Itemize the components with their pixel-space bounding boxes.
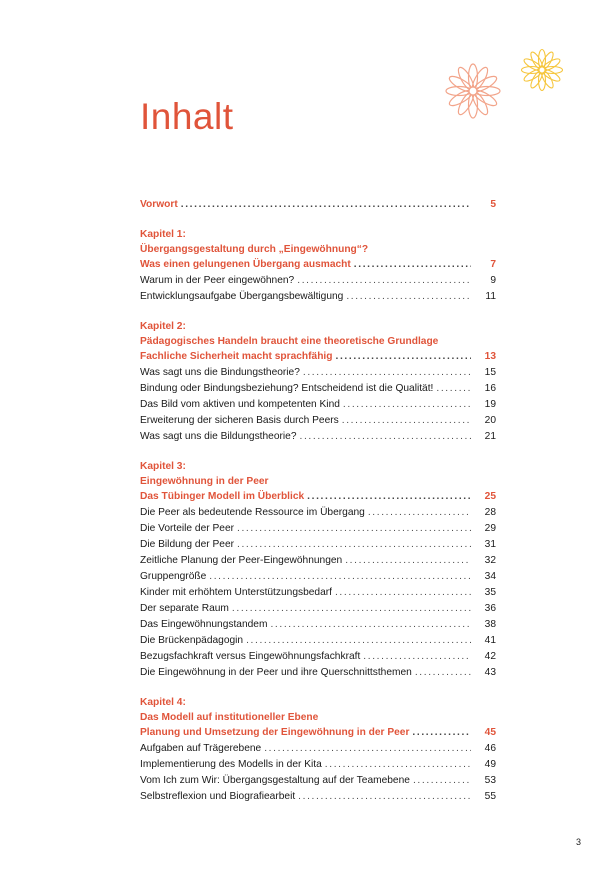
toc-entry-page: 28 [484, 507, 496, 518]
toc-entry-page: 53 [484, 775, 496, 786]
toc-entry-title: Die Vorteile der Peer [140, 523, 234, 534]
toc-entry-page: 21 [484, 431, 496, 442]
toc-entry[interactable] [140, 725, 496, 741]
toc-entry-page: 45 [484, 727, 496, 738]
toc-entry-page: 32 [484, 555, 496, 566]
page-title: Inhalt [140, 96, 234, 137]
toc-entry[interactable] [140, 757, 496, 773]
toc-entry-title: Aufgaben auf Trägerebene [140, 743, 262, 754]
toc-entry[interactable] [140, 289, 496, 305]
toc-entry-title: Warum in der Peer eingewöhnen? [140, 275, 295, 286]
toc-entry-title: Vorwort [140, 199, 178, 210]
toc-entry-page: 34 [484, 571, 496, 582]
toc-entry-title: Erweiterung der sicheren Basis durch Peers [140, 415, 339, 426]
toc-entry-title: Selbstreflexion und Biografiearbeit [140, 791, 296, 802]
toc-entry-title: Planung und Umsetzung der Eingewöhnung in der Peer [140, 727, 410, 738]
toc-entry-page: 19 [484, 399, 496, 410]
flower-yellow-icon [520, 48, 564, 92]
toc-entry-page: 43 [484, 667, 496, 678]
toc-entry-title: Der separate Raum [140, 603, 229, 614]
toc-entry-title: Die Bildung der Peer [140, 539, 235, 550]
toc-entry-title: Das Tübinger Modell im Überblick [140, 491, 305, 502]
toc-entry[interactable] [140, 257, 496, 273]
toc-entry-page: 49 [484, 759, 496, 770]
toc-entry[interactable] [140, 789, 496, 805]
toc-entry[interactable] [140, 537, 496, 553]
toc-entry-title: Bezugsfachkraft versus Eingewöhnungsfachkraft [140, 651, 361, 662]
toc-entry-page: 20 [484, 415, 496, 426]
toc-entry[interactable] [140, 381, 496, 397]
toc-entry-page: 15 [484, 367, 496, 378]
toc-entry[interactable] [140, 633, 496, 649]
chapter-3-label: Kapitel 3: [140, 461, 186, 472]
toc-entry[interactable] [140, 413, 496, 429]
toc-entry[interactable] [140, 585, 496, 601]
table-of-contents [140, 197, 496, 805]
toc-entry[interactable] [140, 505, 496, 521]
toc-entry[interactable] [140, 553, 496, 569]
toc-entry[interactable] [140, 617, 496, 633]
toc-entry-page: 41 [484, 635, 496, 646]
toc-entry[interactable] [140, 397, 496, 413]
chapter-3-title[interactable]: Eingewöhnung in der Peer [140, 476, 269, 487]
toc-entry-title: Gruppengröße [140, 571, 207, 582]
toc-entry[interactable] [140, 665, 496, 681]
toc-entry[interactable] [140, 601, 496, 617]
toc-entry-title: Kinder mit erhöhtem Unterstützungsbedarf [140, 587, 332, 598]
toc-entry-page: 9 [490, 275, 496, 286]
toc-entry[interactable] [140, 273, 496, 289]
toc-entry-title: Das Eingewöhnungstandem [140, 619, 268, 630]
toc-entry[interactable] [140, 489, 496, 505]
toc-entry-title: Was sagt uns die Bindungstheorie? [140, 367, 300, 378]
toc-entry-vorwort[interactable] [140, 197, 496, 213]
toc-entry[interactable] [140, 649, 496, 665]
toc-entry-title: Das Bild vom aktiven und kompetenten Kind [140, 399, 340, 410]
toc-entry-page: 31 [484, 539, 496, 550]
toc-entry-title: Implementierung des Modells in der Kita [140, 759, 322, 770]
chapter-4-label: Kapitel 4: [140, 697, 186, 708]
toc-entry[interactable] [140, 569, 496, 585]
page-number: 3 [576, 837, 582, 847]
toc-entry-page: 5 [490, 199, 496, 210]
toc-entry[interactable] [140, 741, 496, 757]
toc-entry[interactable] [140, 521, 496, 537]
toc-entry-page: 11 [485, 291, 496, 302]
toc-entry-title: Entwicklungsaufgabe Übergangsbewältigung [140, 291, 344, 302]
toc-entry-page: 16 [484, 383, 496, 394]
toc-entry-page: 25 [484, 491, 496, 502]
toc-entry-page: 38 [484, 619, 496, 630]
toc-entry-page: 46 [484, 743, 496, 754]
toc-entry-page: 42 [484, 651, 496, 662]
toc-entry-title: Was sagt uns die Bildungstheorie? [140, 431, 297, 442]
toc-entry[interactable] [140, 349, 496, 365]
chapter-2-label: Kapitel 2: [140, 321, 186, 332]
toc-entry-title: Fachliche Sicherheit macht sprachfähig [140, 351, 333, 362]
chapter-2-title[interactable]: Pädagogisches Handeln braucht eine theoretische Grundlage [140, 336, 439, 347]
toc-entry-page: 7 [490, 259, 496, 270]
toc-entry-page: 35 [484, 587, 496, 598]
toc-entry-page: 36 [484, 603, 496, 614]
toc-entry-title: Was einen gelungenen Übergang ausmacht [140, 259, 351, 270]
toc-entry-title: Die Eingewöhnung in der Peer und ihre Querschnittsthemen [140, 667, 412, 678]
chapter-1-title[interactable]: Übergangsgestaltung durch „Eingewöhnung“? [140, 244, 369, 255]
toc-entry-title: Die Brückenpädagogin [140, 635, 244, 646]
toc-entry[interactable] [140, 773, 496, 789]
toc-entry-page: 55 [484, 791, 496, 802]
toc-entry-page: 29 [484, 523, 496, 534]
chapter-1-label: Kapitel 1: [140, 229, 186, 240]
toc-entry-title: Bindung oder Bindungsbeziehung? Entscheidend ist die Qualität! [140, 383, 434, 394]
toc-entry-page: 13 [484, 351, 496, 362]
toc-entry-title: Vom Ich zum Wir: Übergangsgestaltung auf der Teamebene [140, 775, 410, 786]
flower-pink-icon [444, 62, 502, 120]
toc-entry-title: Die Peer als bedeutende Ressource im Übergang [140, 507, 365, 518]
toc-entry[interactable] [140, 365, 496, 381]
toc-entry-title: Zeitliche Planung der Peer-Eingewöhnungen [140, 555, 343, 566]
chapter-4-title[interactable]: Das Modell auf institutioneller Ebene [140, 712, 319, 723]
toc-entry[interactable] [140, 429, 496, 445]
